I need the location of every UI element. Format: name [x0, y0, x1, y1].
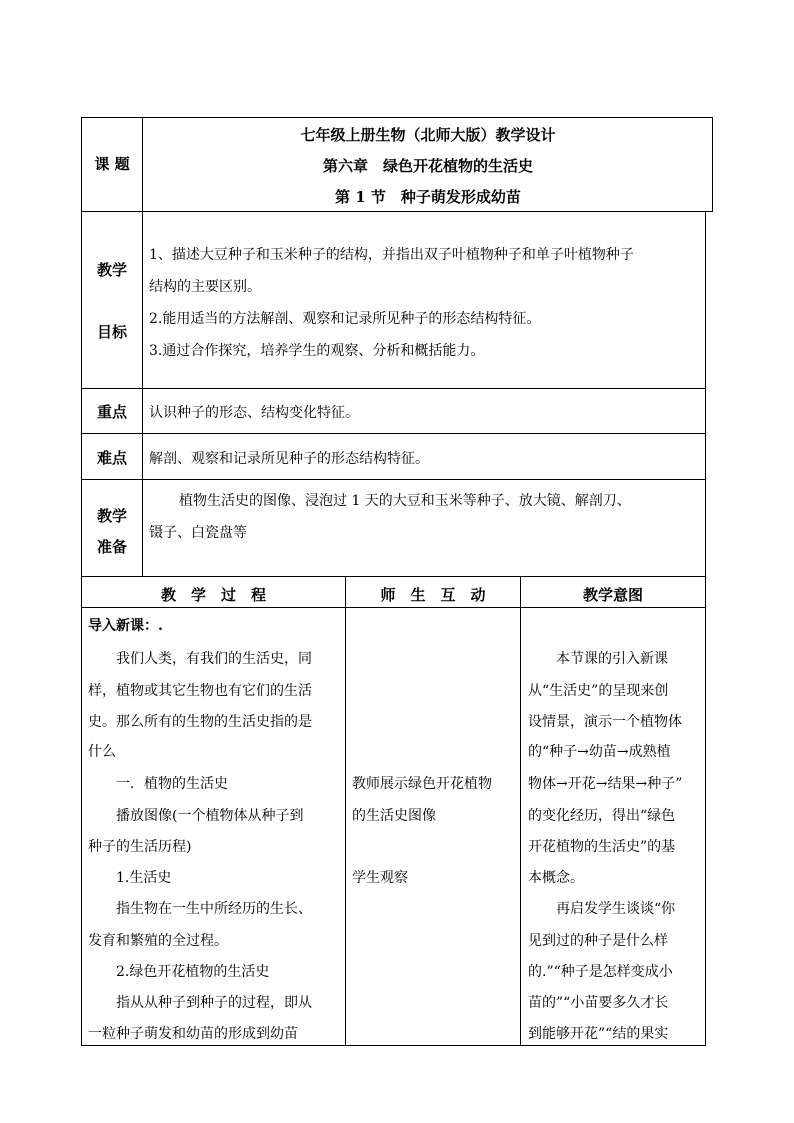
table-border: [81, 117, 713, 118]
intent-line: 的变化经历，得出“绿色: [528, 808, 676, 824]
process-line: 样，植物或其它生物也有它们的生活: [88, 683, 312, 699]
preparation-label-top: 教学: [96, 507, 127, 525]
intent-line: 的“种子→幼苗→成熟植: [528, 744, 671, 760]
process-line: 种子的生活历程): [88, 839, 192, 855]
table-border: [705, 211, 706, 1046]
chapter-title: 第六章 绿色开花植物的生活史: [322, 157, 533, 175]
intent-line: 到能够开花”“结的果实: [528, 1026, 669, 1042]
table-border: [712, 117, 713, 212]
course-title: 七年级上册生物（北师大版）教学设计: [300, 126, 556, 144]
preparation-line: 镊子、白瓷盘等: [149, 525, 247, 541]
intent-line: 的.”“种子是怎样变成小: [528, 964, 673, 980]
process-line: 播放图像(一个植物体从种子到: [88, 808, 304, 824]
preparation-label-bottom: 准备: [96, 538, 127, 556]
table-border: [81, 117, 82, 1046]
process-line: 发育和繁殖的全过程。: [88, 933, 228, 949]
objectives-label-top: 教学: [96, 261, 127, 279]
interaction-line: 的生活史图像: [352, 808, 436, 824]
intent-line: 本节课的引入新课: [528, 651, 668, 667]
table-border: [81, 479, 706, 480]
table-border: [81, 211, 713, 212]
process-line: 指从从种子到种子的过程，即从: [88, 995, 312, 1011]
difficulty-text: 解剖、观察和记录所见种子的形态结构特征。: [149, 451, 429, 467]
table-border: [142, 117, 143, 577]
process-heading: 导入新课：.: [88, 618, 163, 634]
intent-line: 从“生活史”的呈现来创: [528, 683, 669, 699]
intent-line: 开花植物的生活史”的基: [528, 839, 676, 855]
table-border: [345, 576, 346, 1046]
process-line: 史。那么所有的生物的生活史指的是: [88, 714, 312, 730]
table-border: [81, 388, 706, 389]
objective-line: 1、描述大豆种子和玉米种子的结构，并指出双子叶植物种子和单子叶植物种子: [149, 247, 634, 263]
key-point-text: 认识种子的形态、结构变化特征。: [149, 405, 359, 421]
key-point-label: 重点: [96, 403, 127, 421]
intent-line: 物体→开花→结果→种子”: [528, 776, 683, 792]
interaction-line: 教师展示绿色开花植物: [352, 776, 492, 792]
intent-line: 苗的”“小苗要多久才长: [528, 995, 669, 1011]
process-line: 一粒种子萌发和幼苗的形成到幼苗: [88, 1026, 298, 1042]
table-border: [520, 576, 521, 1046]
process-line: 什么: [88, 744, 116, 760]
process-line: 指生物在一生中所经历的生长、: [88, 901, 312, 917]
section-title: 第 1 节 种子萌发形成幼苗: [335, 188, 521, 206]
objective-line: 结构的主要区别。: [149, 279, 261, 295]
table-border: [81, 433, 706, 434]
column-header-interaction: 师 生 互 动: [380, 586, 486, 604]
objective-line: 2.能用适当的方法解剖、观察和记录所见种子的形态结构特征。: [149, 311, 541, 327]
column-header-process: 教 学 过 程: [160, 586, 266, 604]
table-border: [81, 576, 706, 577]
process-line: 2.绿色开花植物的生活史: [88, 964, 270, 980]
preparation-line: 植物生活史的图像、浸泡过 1 天的大豆和玉米等种子、放大镜、解剖刀、: [179, 493, 631, 509]
intent-line: 再启发学生谈谈“你: [528, 901, 676, 917]
intent-line: 设情景，演示一个植物体: [528, 714, 682, 730]
interaction-line: 学生观察: [352, 870, 408, 886]
objective-line: 3.通过合作探究，培养学生的观察、分析和概括能力。: [149, 343, 485, 359]
table-border: [81, 607, 706, 608]
process-line: 一．植物的生活史: [88, 776, 228, 792]
subject-label: 课 题: [94, 155, 130, 173]
table-border: [81, 1045, 706, 1046]
intent-line: 见到过的种子是什么样: [528, 933, 668, 949]
column-header-intent: 教学意图: [582, 586, 643, 604]
process-line: 1.生活史: [88, 870, 172, 886]
intent-line: 本概念。: [528, 870, 584, 886]
difficulty-label: 难点: [96, 449, 127, 467]
objectives-label-bottom: 目标: [96, 323, 127, 341]
process-line: 我们人类，有我们的生活史，同: [88, 651, 312, 667]
